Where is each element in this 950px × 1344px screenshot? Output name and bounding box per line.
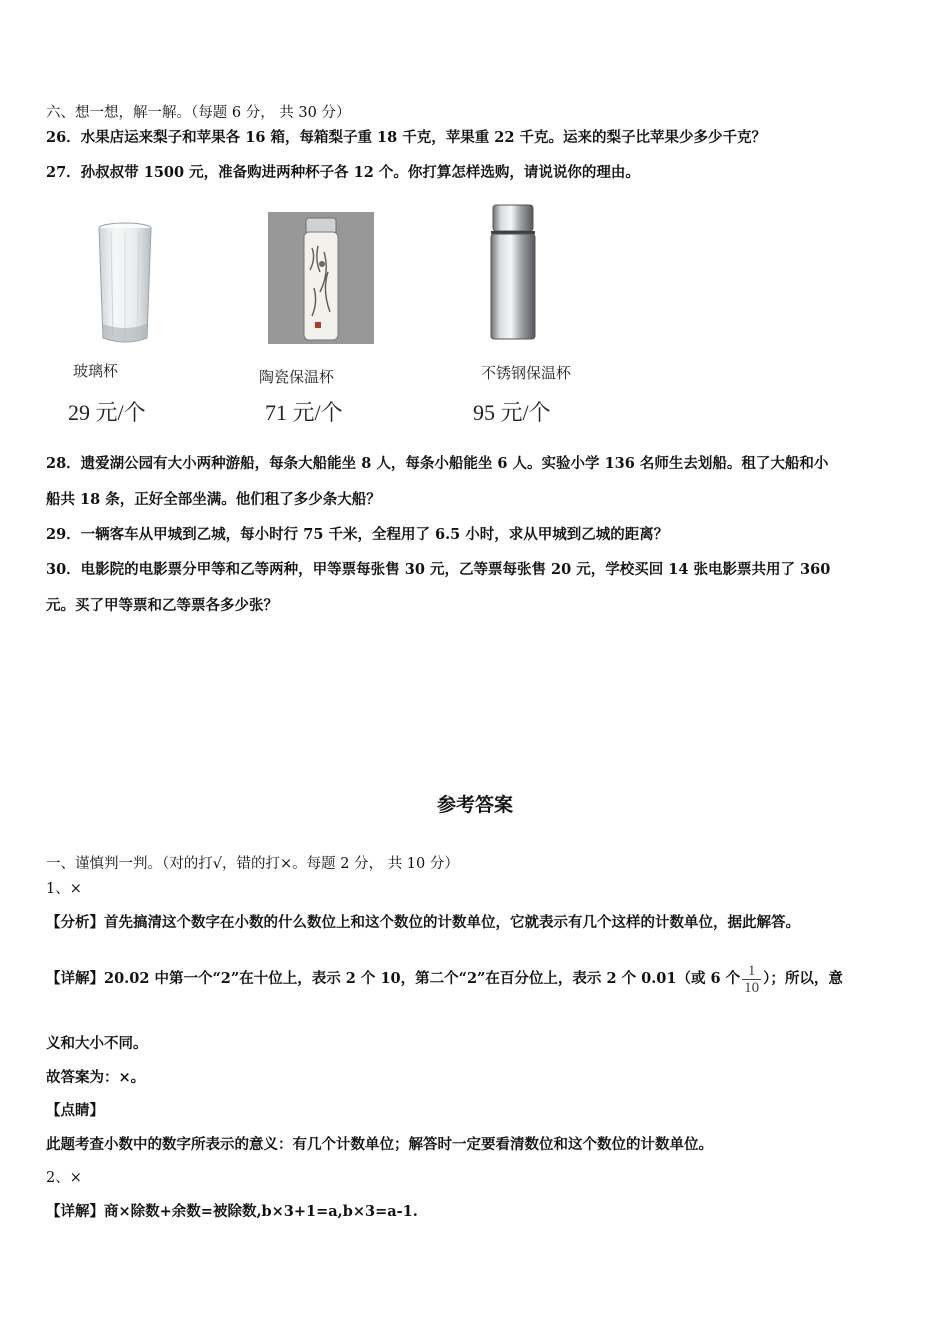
answer-1-detail-line2: 义和大小不同。 (46, 1035, 148, 1052)
fraction-one-tenth (742, 963, 761, 996)
question-29: 29．一辆客车从甲城到乙城，每小时行 75 千米，全程用了 6.5 小时，求从甲城到乙城的距离？ (46, 526, 669, 543)
answer-1-detail-part1: 【详解】20.02 中第一个“2”在十位上，表示 2 个 10，第二个“2”在百分位上，表示 2 个 0.01（或 6 个 (46, 970, 741, 987)
section-title: 六、想一想，解一解。（每题 6 分， 共 30 分） (46, 105, 351, 121)
question-28-line2: 船共 18 条，正好全部坐满。他们租了多少条大船？ (46, 491, 381, 508)
fraction-numerator: 1 (742, 963, 761, 980)
question-26: 26．水果店运来梨子和苹果各 16 箱，每箱梨子重 18 千克，苹果重 22 千克。运来的梨子比苹果少多少千克？ (46, 129, 766, 146)
cup-price-steel: 95 元/个 (473, 400, 551, 425)
answers-section1-title: 一、谨慎判一判。（对的打√，错的打×。每题 2 分， 共 10 分） (46, 856, 459, 872)
answer-1-detail (46, 958, 843, 1000)
answers-heading: 参考答案 (436, 794, 513, 816)
question-28-line1: 28．遗爱湖公园有大小两种游船，每条大船能坐 8 人，每条小船能坐 6 人。实验小学 136 名师生去划船。租了大船和小 (46, 455, 829, 472)
cup-label-steel: 不锈钢保温杯 (481, 364, 572, 382)
answer-2-mark: 2、× (46, 1170, 82, 1186)
question-27: 27．孙叔叔带 1500 元，准备购进两种杯子各 12 个。你打算怎样选购，请说说你的理由。 (46, 164, 640, 181)
cup-price-ceramic: 71 元/个 (265, 400, 343, 425)
answer-1-conclusion: 故答案为：×。 (46, 1069, 146, 1086)
answer-1-comment-label: 【点睛】 (46, 1102, 104, 1119)
answer-1-analysis: 【分析】首先搞清这个数字在小数的什么数位上和这个数位的计数单位，它就表示有几个这样的计数单位，据此解答。 (46, 914, 800, 931)
question-30-line2: 元。买了甲等票和乙等票各多少张？ (46, 597, 278, 614)
cup-label-ceramic: 陶瓷保温杯 (259, 368, 335, 386)
answer-1-comment: 此题考查小数中的数字所表示的意义：有几个计数单位；解答时一定要看清数位和这个数位的计数单位。 (46, 1136, 713, 1153)
fraction-denominator: 10 (744, 979, 760, 996)
answer-1-mark: 1、× (46, 881, 82, 897)
cup-label-glass: 玻璃杯 (73, 362, 119, 380)
cup-price-glass: 29 元/个 (68, 400, 146, 425)
answer-2-detail: 【详解】商×除数+余数=被除数,b×3+1=a,b×3=a-1. (46, 1203, 418, 1220)
answer-1-detail-part2: ）；所以，意 (763, 970, 843, 987)
question-30-line1: 30．电影院的电影票分甲等和乙等两种，甲等票每张售 30 元，乙等票每张售 20 元，学校买回 14 张电影票共用了 360 (46, 561, 831, 578)
